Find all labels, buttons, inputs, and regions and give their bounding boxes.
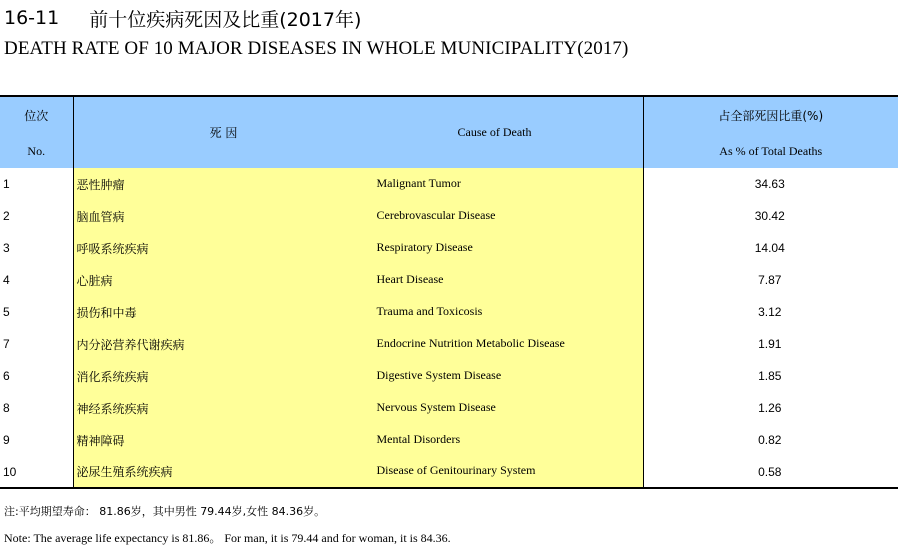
footnote-en: Note: The average life expectancy is 81.86。 For man, it is 79.44 and for woman, it is 84.36. xyxy=(4,531,451,545)
rank-cell: 8 xyxy=(0,392,73,424)
rank-cell: 5 xyxy=(0,296,73,328)
percent-cell: 1.26 xyxy=(758,401,782,415)
table-row xyxy=(0,200,898,232)
percent-cell: 7.87 xyxy=(758,273,782,287)
table-row xyxy=(0,392,898,424)
footnote-zh: 注:平均期望寿命： 81.86岁，其中男性 79.44岁,女性 84.36岁。 xyxy=(4,505,326,518)
cause-zh: 脑血管病 xyxy=(76,209,125,224)
rank-cell: 2 xyxy=(0,200,73,232)
column-header-no-en: No. xyxy=(27,143,46,158)
cause-cell xyxy=(73,232,643,264)
rank-cell: 9 xyxy=(0,424,73,456)
cause-cell xyxy=(73,328,643,360)
cause-zh: 恶性肿瘤 xyxy=(76,177,125,192)
cause-zh: 消化系统疾病 xyxy=(76,369,149,384)
percent-cell: 0.58 xyxy=(758,464,782,479)
cause-cell xyxy=(73,168,643,200)
column-header-cause-zh: 死 因 xyxy=(209,126,238,140)
table-row xyxy=(0,232,898,264)
cause-en: Digestive System Disease xyxy=(376,367,502,382)
cause-cell xyxy=(73,392,643,424)
table-row xyxy=(0,456,898,488)
rank-cell: 1 xyxy=(0,168,73,200)
column-header-cause xyxy=(73,96,643,168)
table-number: 16-11 xyxy=(4,7,60,29)
percent-cell: 0.82 xyxy=(758,433,782,447)
cause-zh: 内分泌营养代谢疾病 xyxy=(76,337,185,352)
table-row xyxy=(0,168,898,200)
cause-cell xyxy=(73,264,643,296)
cause-zh: 损伤和中毒 xyxy=(76,305,137,320)
cause-en: Malignant Tumor xyxy=(376,175,461,190)
table-row xyxy=(0,360,898,392)
cause-cell xyxy=(73,200,643,232)
cause-cell xyxy=(73,296,643,328)
cause-en: Nervous System Disease xyxy=(376,399,496,414)
percent-cell: 34.63 xyxy=(754,177,785,191)
cause-en: Respiratory Disease xyxy=(376,239,473,254)
cause-zh: 呼吸系统疾病 xyxy=(76,241,149,256)
cause-cell xyxy=(73,360,643,392)
cause-cell xyxy=(73,456,643,488)
page-title-zh: 前十位疾病死因及比重(2017年) xyxy=(89,8,362,31)
cause-zh: 神经系统疾病 xyxy=(76,401,149,416)
column-header-pct-en: As % of Total Deaths xyxy=(719,143,823,158)
table-row xyxy=(0,264,898,296)
title-row xyxy=(4,4,361,32)
percent-cell: 30.42 xyxy=(754,209,785,223)
table-row xyxy=(0,296,898,328)
percent-cell: 1.85 xyxy=(758,369,782,383)
column-header-cause-en: Cause of Death xyxy=(457,125,532,139)
rank-cell: 10 xyxy=(0,456,73,488)
column-header-pct xyxy=(643,96,898,168)
percent-cell: 14.04 xyxy=(754,241,785,255)
rank-cell: 3 xyxy=(0,232,73,264)
column-header-pct-zh: 占全部死因比重(%) xyxy=(718,108,824,123)
table-row xyxy=(0,424,898,456)
page-title-en: DEATH RATE OF 10 MAJOR DISEASES IN WHOLE MUNICIPALITY(2017) xyxy=(4,38,629,59)
cause-en: Heart Disease xyxy=(376,271,444,286)
cause-zh: 泌尿生殖系统疾病 xyxy=(76,465,173,479)
cause-en: Trauma and Toxicosis xyxy=(376,303,483,318)
rank-cell: 4 xyxy=(0,264,73,296)
rank-cell: 6 xyxy=(0,360,73,392)
cause-en: Endocrine Nutrition Metabolic Disease xyxy=(376,335,565,350)
cause-zh: 精神障碍 xyxy=(76,433,125,448)
cause-en: Disease of Genitourinary System xyxy=(376,463,536,477)
percent-cell: 3.12 xyxy=(758,305,782,319)
table-row xyxy=(0,328,898,360)
rank-cell: 7 xyxy=(0,328,73,360)
column-header-no-zh: 位次 xyxy=(24,108,49,123)
cause-en: Cerebrovascular Disease xyxy=(376,207,496,222)
column-header-no xyxy=(0,96,73,168)
cause-cell xyxy=(73,424,643,456)
cause-en: Mental Disorders xyxy=(376,431,461,446)
cause-zh: 心脏病 xyxy=(76,273,113,288)
percent-cell: 1.91 xyxy=(758,337,782,351)
data-table xyxy=(0,95,898,489)
